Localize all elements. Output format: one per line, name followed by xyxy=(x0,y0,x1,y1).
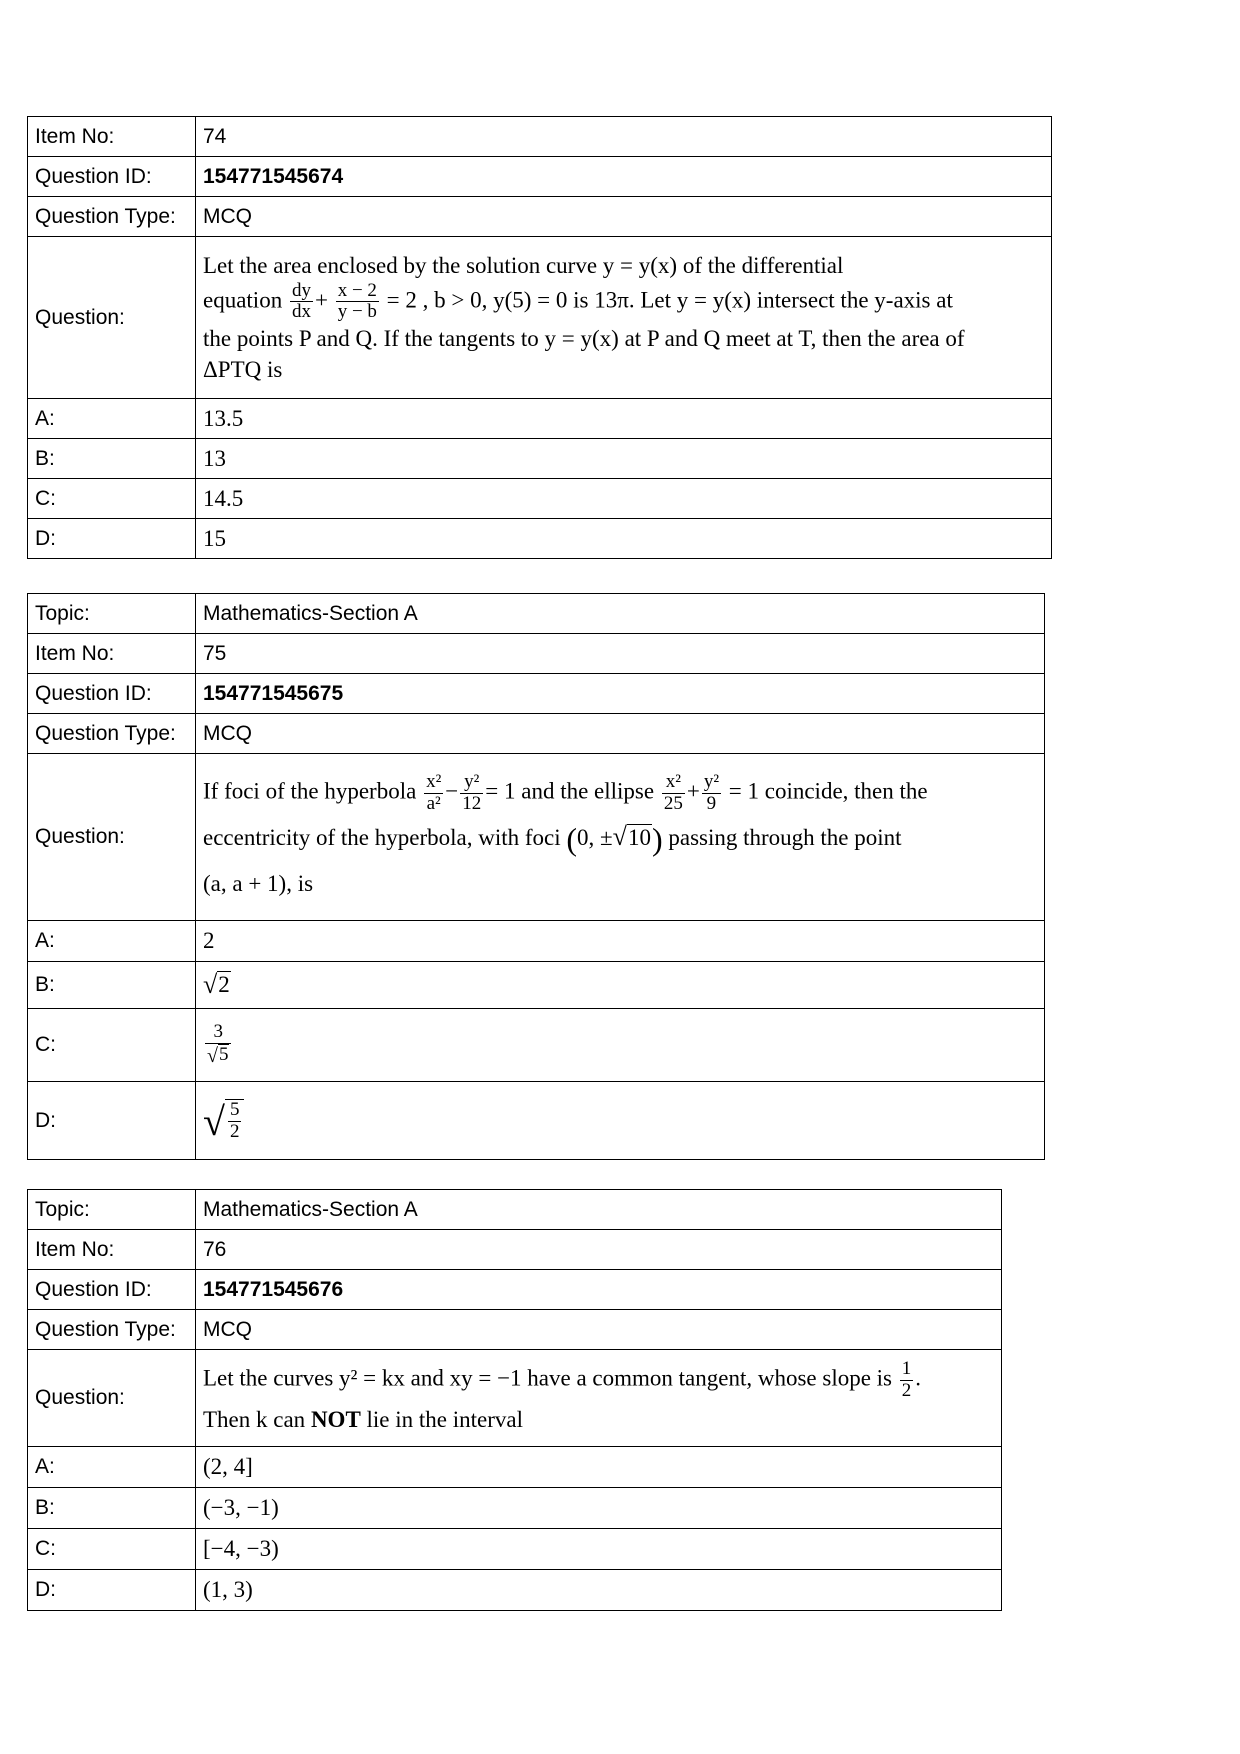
sqrt-2: √ 2 xyxy=(203,969,230,999)
topic-label: Topic: xyxy=(28,594,196,634)
question-label: Question: xyxy=(28,1350,196,1447)
plus-sign: + xyxy=(686,778,700,804)
option-b-label: B: xyxy=(28,1488,196,1529)
option-b-value: (−3, −1) xyxy=(196,1488,1002,1529)
fraction-x2-25: $\frac{\text{x²}}{25}$ xyxy=(663,770,683,814)
question-id-label: Question ID: xyxy=(28,674,196,714)
question-id-value: 154771545675 xyxy=(196,674,1045,714)
question-text xyxy=(196,1350,1002,1447)
period: . xyxy=(915,1365,922,1391)
topic-label: Topic: xyxy=(28,1190,196,1230)
question-label: Question: xyxy=(28,237,196,399)
question-type-label: Question Type: xyxy=(28,1310,196,1350)
option-d-label: D: xyxy=(28,519,196,559)
option-a-label: A: xyxy=(28,1447,196,1488)
item-no-label: Item No: xyxy=(28,634,196,674)
item-no-label: Item No: xyxy=(28,1230,196,1270)
question-type-value: MCQ xyxy=(196,714,1045,754)
question-id-value: 154771545676 xyxy=(196,1270,1002,1310)
question-line xyxy=(203,281,1044,324)
sqrt-10: √ 10 xyxy=(612,822,651,852)
question-line: ΔPTQ is xyxy=(203,357,283,383)
item-no-value: 74 xyxy=(196,117,1052,157)
question-line: Let the area enclosed by the solution curve y = y(x) of the differential xyxy=(203,252,844,278)
fraction-x2-a2: $\frac{\text{x²}}{\text{a²}}$ xyxy=(426,770,442,814)
foci-prefix: 0, ± xyxy=(577,825,613,851)
option-c-label: C: xyxy=(28,479,196,519)
question-type-value: MCQ xyxy=(196,1310,1002,1350)
question-id-label: Question ID: xyxy=(28,1270,196,1310)
fraction-y2-9: $\frac{\text{y²}}{9}$ xyxy=(703,770,720,814)
option-d-label: D: xyxy=(28,1082,196,1160)
question-76-table xyxy=(27,1189,1002,1611)
question-line xyxy=(203,1402,994,1438)
fraction-3-sqrt5: 3 √ 5 xyxy=(205,1022,231,1068)
sqrt-5-over-2: √ $\frac{5}{2}$ xyxy=(203,1099,244,1143)
question-fragment: and the ellipse xyxy=(521,778,655,804)
question-fragment: = 2 , b > 0, y(5) = 0 is 13π. Let y = y(x) intersect the y-axis at xyxy=(386,287,953,313)
option-d-label: D: xyxy=(28,1570,196,1611)
question-label: Question: xyxy=(28,754,196,921)
question-line xyxy=(203,772,1037,815)
plus-sign: + xyxy=(314,287,328,313)
option-d-value xyxy=(196,1082,1045,1160)
fraction-1-2: $\frac{1}{2}$ xyxy=(901,1357,912,1401)
option-d-value: (1, 3) xyxy=(196,1570,1002,1611)
option-b-label: B: xyxy=(28,439,196,479)
question-id-label: Question ID: xyxy=(28,157,196,197)
topic-value: Mathematics-Section A xyxy=(196,594,1045,634)
option-a-value: 13.5 xyxy=(196,399,1052,439)
option-c-label: C: xyxy=(28,1009,196,1082)
fraction-dy-dx: $\frac{dy}{dx}$ xyxy=(291,279,311,323)
question-fragment: passing through the point xyxy=(668,825,902,851)
option-c-value: [−4, −3) xyxy=(196,1529,1002,1570)
question-text xyxy=(196,754,1045,921)
option-a-label: A: xyxy=(28,921,196,962)
question-fragment: Then k can xyxy=(203,1406,306,1432)
question-line xyxy=(203,1359,994,1402)
minus-sign: − xyxy=(445,778,459,804)
equals-one: = 1 xyxy=(485,778,516,804)
question-fragment: Let the curves y² = kx and xy = −1 have a common tangent, whose slope is xyxy=(203,1365,893,1391)
option-b-value: 13 xyxy=(196,439,1052,479)
left-paren: ( xyxy=(566,821,578,858)
question-text xyxy=(196,237,1052,399)
question-74-table xyxy=(27,116,1052,559)
option-a-value: 2 xyxy=(196,921,1045,962)
item-no-value: 76 xyxy=(196,1230,1002,1270)
emphasis-not: NOT xyxy=(310,1406,361,1432)
question-line: (a, a + 1), is xyxy=(203,870,314,896)
option-a-value: (2, 4] xyxy=(196,1447,1002,1488)
option-c-label: C: xyxy=(28,1529,196,1570)
question-75-table xyxy=(27,593,1045,1160)
option-c-value xyxy=(196,1009,1045,1082)
option-b-label: B: xyxy=(28,962,196,1009)
question-id-value: 154771545674 xyxy=(196,157,1052,197)
question-fragment: equation xyxy=(203,287,283,313)
question-fragment: If foci of the hyperbola xyxy=(203,778,417,804)
question-type-value: MCQ xyxy=(196,197,1052,237)
topic-value: Mathematics-Section A xyxy=(196,1190,1002,1230)
option-c-value: 14.5 xyxy=(196,479,1052,519)
question-fragment: lie in the interval xyxy=(366,1406,524,1432)
question-fragment: eccentricity of the hyperbola, with foci xyxy=(203,825,561,851)
fraction-x-y: $\frac{x - 2}{y - b}$ xyxy=(337,279,377,323)
item-no-value: 75 xyxy=(196,634,1045,674)
question-line: the points P and Q. If the tangents to y = y(x) at P and Q meet at T, then the area of xyxy=(203,326,965,352)
question-fragment: = 1 coincide, then the xyxy=(728,778,928,804)
item-no-label: Item No: xyxy=(28,117,196,157)
option-a-label: A: xyxy=(28,399,196,439)
question-type-label: Question Type: xyxy=(28,197,196,237)
option-b-value xyxy=(196,962,1045,1009)
right-paren: ) xyxy=(651,821,663,858)
option-d-value: 15 xyxy=(196,519,1052,559)
question-line xyxy=(203,814,1037,865)
question-type-label: Question Type: xyxy=(28,714,196,754)
fraction-y2-12: $\frac{\text{y²}}{12}$ xyxy=(462,770,482,814)
